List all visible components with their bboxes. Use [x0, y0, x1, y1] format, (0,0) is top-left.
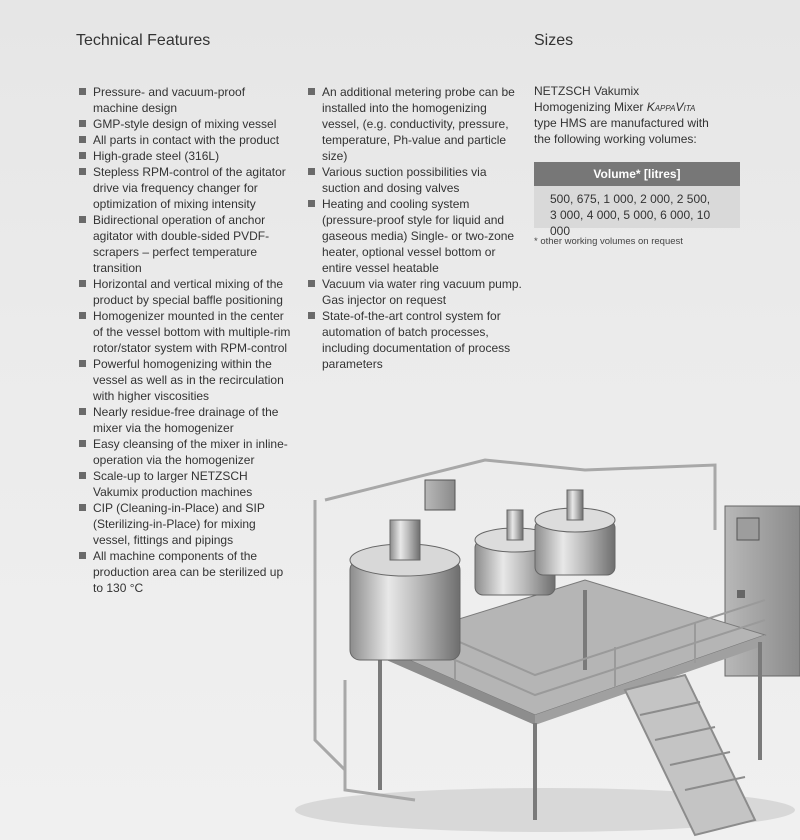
square-bullet-icon	[308, 168, 315, 175]
sizes-intro-suffix: type HMS are manufactured with the following working volumes:	[534, 116, 709, 146]
feature-item	[78, 356, 293, 404]
feature-item	[78, 436, 293, 468]
feature-item	[307, 164, 522, 196]
feature-item	[78, 164, 293, 212]
feature-text: Powerful homogenizing within the vessel as well as in the recirculation with higher viscosities	[93, 357, 284, 403]
square-bullet-icon	[79, 136, 86, 143]
feature-item	[78, 548, 293, 596]
feature-text: An additional metering probe can be installed into the homogenizing vessel, (e.g. conductivity, pressure, temperature, Ph-value and particle size)	[322, 85, 515, 163]
feature-item	[78, 132, 293, 148]
features-list-column-2	[307, 84, 522, 372]
features-list-column-1	[78, 84, 293, 596]
feature-item	[78, 276, 293, 308]
feature-text: Scale-up to larger NETZSCH Vakumix production machines	[93, 469, 253, 499]
square-bullet-icon	[79, 408, 86, 415]
feature-text: Stepless RPM-control of the agitator drive via frequency changer for optimization of mixing intensity	[93, 165, 286, 211]
sizes-heading: Sizes	[534, 32, 574, 49]
square-bullet-icon	[79, 504, 86, 511]
feature-text: Vacuum via water ring vacuum pump. Gas injector on request	[322, 277, 522, 307]
square-bullet-icon	[308, 88, 315, 95]
square-bullet-icon	[79, 552, 86, 559]
feature-item	[78, 148, 293, 164]
feature-text: All parts in contact with the product	[93, 133, 280, 147]
feature-item	[78, 500, 293, 548]
mixing-vessel-right	[535, 490, 615, 575]
technical-features-heading: Technical Features	[76, 32, 211, 49]
square-bullet-icon	[308, 200, 315, 207]
feature-item	[78, 212, 293, 276]
square-bullet-icon	[79, 216, 86, 223]
feature-item	[307, 276, 522, 308]
feature-item	[307, 308, 522, 372]
feature-item	[307, 84, 522, 164]
square-bullet-icon	[79, 120, 86, 127]
feature-item	[307, 196, 522, 276]
feature-text: High-grade steel (316L)	[93, 149, 220, 163]
square-bullet-icon	[79, 88, 86, 95]
vakumix-homogenizing-mixer-plant-illustration	[285, 440, 800, 840]
feature-text: GMP-style design of mixing vessel	[93, 117, 277, 131]
volume-values-line-2: 3 000, 4 000, 5 000, 6 000, 10 000	[550, 208, 711, 238]
feature-text: Easy cleansing of the mixer in inline-operation via the homogenizer	[93, 437, 288, 467]
square-bullet-icon	[79, 360, 86, 367]
square-bullet-icon	[79, 280, 86, 287]
sizes-intro-text	[534, 83, 714, 147]
feature-text: Homogenizer mounted in the center of the vessel bottom with multiple-rim rotor/stator system with RPM-control	[93, 309, 291, 355]
feature-text: Horizontal and vertical mixing of the product by special baffle positioning	[93, 277, 284, 307]
control-box	[425, 480, 455, 510]
brand-name: KappaVita	[646, 100, 696, 114]
feature-item	[78, 116, 293, 132]
volume-table-header: Volume* [litres]	[534, 162, 740, 186]
feature-text: Bidirectional operation of anchor agitator with double-sided PVDF-scrapers – perfect temperature transition	[93, 213, 270, 275]
volume-values-line-1: 500, 675, 1 000, 2 000, 2 500,	[550, 192, 711, 206]
feature-text: State-of-the-art control system for automation of batch processes, including documentation of process parameters	[322, 309, 511, 371]
feature-text: Various suction possibilities via suction and dosing valves	[322, 165, 487, 195]
feature-item	[78, 468, 293, 500]
feature-text: Pressure- and vacuum-proof machine design	[93, 85, 246, 115]
volume-footnote: * other working volumes on request	[534, 236, 683, 247]
square-bullet-icon	[308, 280, 315, 287]
sizes-intro-prefix: NETZSCH Vakumix Homogenizing Mixer	[534, 84, 647, 114]
square-bullet-icon	[308, 312, 315, 319]
mixing-vessel-large	[350, 520, 460, 660]
volume-table-body	[534, 186, 740, 238]
square-bullet-icon	[79, 440, 86, 447]
feature-item	[78, 84, 293, 116]
feature-text: Nearly residue-free drainage of the mixer via the homogenizer	[93, 405, 279, 435]
feature-text: Heating and cooling system (pressure-proof style for liquid and gaseous media) Single- or two-zone heater, optional vessel bottom or entire vessel heatable	[322, 197, 515, 275]
feature-text: All machine components of the production area can be sterilized up to 130 °C	[93, 549, 284, 595]
square-bullet-icon	[79, 168, 86, 175]
feature-text: CIP (Cleaning-in-Place) and SIP (Sterilizing-in-Place) for mixing vessel, fittings and pipings	[93, 501, 265, 547]
square-bullet-icon	[79, 472, 86, 479]
feature-item	[78, 308, 293, 356]
square-bullet-icon	[79, 312, 86, 319]
square-bullet-icon	[79, 152, 86, 159]
feature-item	[78, 404, 293, 436]
